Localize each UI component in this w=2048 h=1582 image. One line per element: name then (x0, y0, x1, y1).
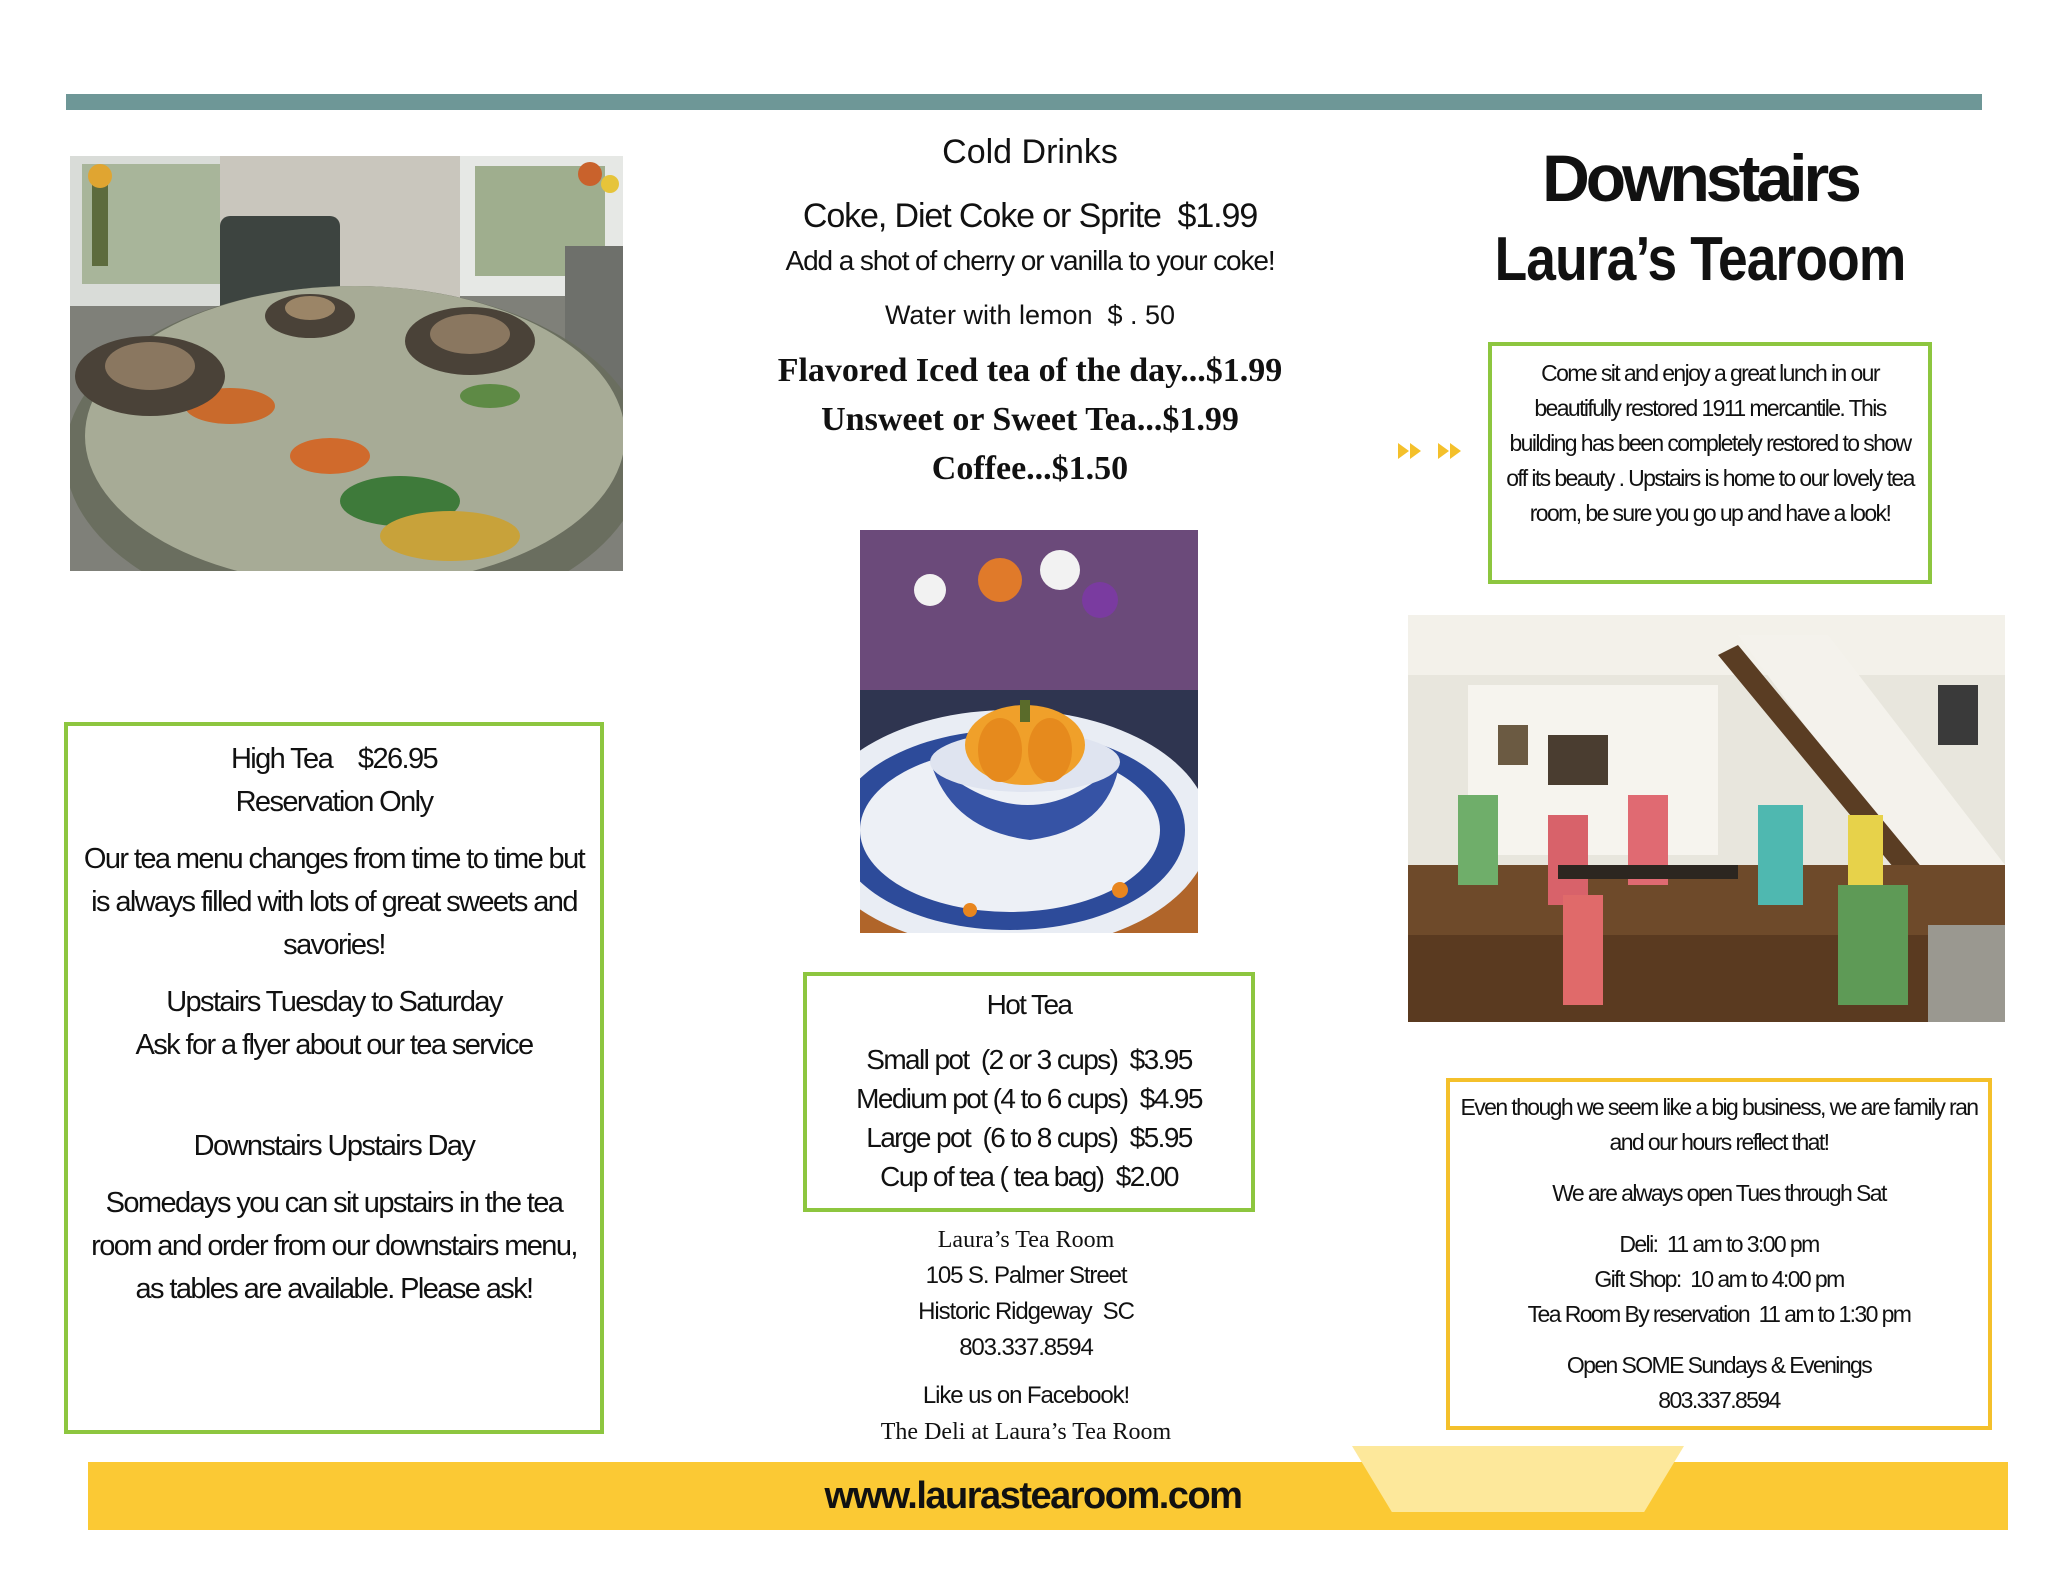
cold-drinks-section (712, 128, 1348, 493)
hours-tea-room: Tea Room By reservation 11 am to 1:30 pm (1527, 1301, 1911, 1327)
high-tea-description: Our tea menu changes from time to time but is always filled with lots of great sweets and savories! (83, 843, 585, 961)
facebook-line: Like us on Facebook! (922, 1382, 1130, 1409)
hot-tea-item: Medium pot (4 to 6 cups) $4.95 (856, 1083, 1202, 1114)
intro-text: Come sit and enjoy a great lunch in our beautifully restored 1911 mercantile. This building has been completely restored to show off its beauty . Upstairs is home to our lovely tea room, be sure you go up and have a look! (1506, 360, 1914, 526)
address-block (800, 1222, 1252, 1450)
coke-line: Coke, Diet Coke or Sprite $1.99 (802, 197, 1258, 235)
arrow-icon (1398, 443, 1409, 459)
event-text: Somedays you can sit upstairs in the tea room and order from our downstairs menu, as tables are available. Please ask! (91, 1187, 577, 1305)
sweet-tea-line: Unsweet or Sweet Tea...$1.99 (821, 401, 1239, 438)
table-setting-photo (70, 156, 623, 571)
hot-tea-item: Cup of tea ( tea bag) $2.00 (880, 1161, 1178, 1192)
hours-gift-shop: Gift Shop: 10 am to 4:00 pm (1594, 1266, 1844, 1292)
title-lauras-tearoom: Laura’s Tearoom (1494, 225, 1906, 294)
address-city: Historic Ridgeway SC (918, 1298, 1134, 1325)
title-downstairs: Downstairs (1542, 141, 1858, 215)
hot-tea-box (803, 972, 1255, 1212)
address-phone: 803.337.8594 (959, 1334, 1093, 1361)
hot-tea-list (807, 1040, 1251, 1196)
address-name: Laura’s Tea Room (937, 1227, 1115, 1253)
water-line: Water with lemon $ . 50 (884, 300, 1176, 330)
hours-box (1446, 1078, 1992, 1430)
hours-open-days: We are always open Tues through Sat (1552, 1180, 1886, 1206)
hours-intro: Even though we seem like a big business, we are family ran and our hours reflect that! (1460, 1094, 1978, 1155)
serif-drinks (712, 346, 1348, 493)
facebook-page-name: The Deli at Laura’s Tea Room (880, 1419, 1172, 1445)
coffee-line: Coffee...$1.50 (931, 450, 1129, 487)
hours-phone: 803.337.8594 (1658, 1387, 1780, 1413)
hours-deli: Deli: 11 am to 3:00 pm (1619, 1231, 1819, 1257)
high-tea-box (64, 722, 604, 1434)
arrow-icon (1450, 443, 1461, 459)
reservation-only: Reservation Only (235, 786, 433, 818)
pumpkin-teacup-photo (860, 530, 1198, 933)
arrow-icon (1410, 443, 1421, 459)
arrow-decoration (1398, 436, 1478, 466)
hot-tea-item: Small pot (2 or 3 cups) $3.95 (866, 1044, 1192, 1075)
high-tea-flyer: Ask for a flyer about our tea service (135, 1029, 533, 1061)
top-rule (66, 94, 1982, 110)
high-tea-days: Upstairs Tuesday to Saturday (166, 986, 502, 1018)
tearoom-interior-photo (1408, 615, 2005, 1022)
hours-sundays: Open SOME Sundays & Evenings (1566, 1352, 1872, 1378)
iced-tea-line: Flavored Iced tea of the day...$1.99 (777, 352, 1283, 389)
cold-drinks-title: Cold Drinks (942, 133, 1118, 171)
coke-note: Add a shot of cherry or vanilla to your coke! (785, 245, 1275, 276)
website-link[interactable]: www.laurastearoom.com (824, 1475, 1242, 1517)
intro-box (1488, 342, 1932, 584)
event-title: Downstairs Upstairs Day (193, 1130, 475, 1162)
high-tea-title: High Tea $26.95 (230, 743, 438, 775)
hot-tea-item: Large pot (6 to 8 cups) $5.95 (866, 1122, 1192, 1153)
hot-tea-title: Hot Tea (986, 989, 1072, 1020)
arrow-icon (1438, 443, 1449, 459)
title-block (1380, 136, 2020, 304)
address-street: 105 S. Palmer Street (925, 1262, 1127, 1289)
